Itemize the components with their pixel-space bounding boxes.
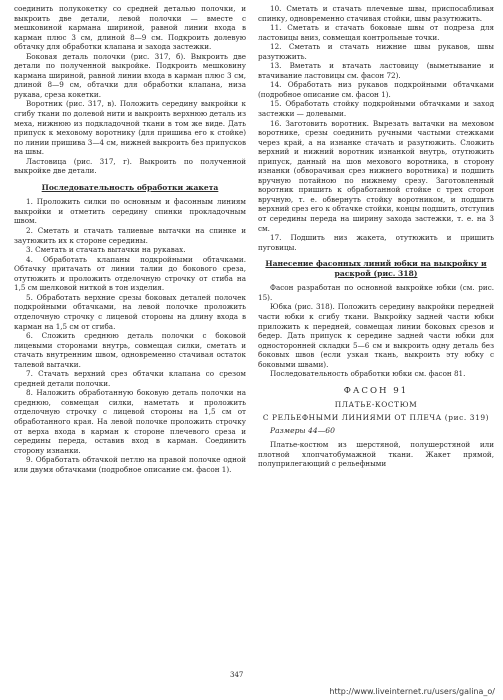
step-item: 10. Сметать и стачать плечевые швы, приспосабливая спинку, одновременно стачивая стойки, швы разутюжить. — [258, 4, 494, 23]
step-item: 7. Стачать верхний срез обтачки клапана со срезом средней детали полочки. — [14, 369, 246, 388]
step-item: 14. Обработать низ рукавов подкройными обтачками (подробное описание см. фасон 1). — [258, 80, 494, 99]
watermark-url: http://www.liveinternet.ru/users/galina_o/ — [329, 687, 495, 696]
paragraph: Юбка (рис. 318). Положить середину выкройки передней части юбки к сгибу ткани. Выкройку задней части юбки приложить к передней, совмещая линии боковых срезов и бедер. Дать припуск к середине задней части юбки для односторонней складки 5—6 см и выкроить одну деталь без боковых швов (если узкая ткань, выкроить эту юбку с боковыми швами). — [258, 302, 494, 369]
step-item: 15. Обработать стойку подкройными обтачками и заход застежки — долевыми. — [258, 99, 494, 119]
step-item: 17. Подшить низ жакета, отутюжить и пришить пуговицы. — [258, 233, 494, 252]
paragraph: Ластовица (рис. 317, г). Выкроить по полученной выкройке две детали. — [14, 156, 246, 176]
step-item: 9. Обработать обтачкой петлю на правой полочке одной или двумя обтачками (подробное описание см. фасон 1). — [14, 455, 246, 474]
step-item: 1. Проложить силки по основным и фасонным линиям выкройки и отметить середину спинки прокладочным швом. — [14, 197, 246, 226]
paragraph: Последовательность обработки юбки см. фасон 81. — [270, 369, 466, 379]
paragraph: Боковая деталь полочки (рис. 317, б). Выкроить две детали по полученной выкройке. Подкроить мешковину кармана шириной, равной линии входа в карман плюс 3 см, длиной 8—9 см, обтачки для обработки клапана, низа рукава, среза кокетки. — [14, 51, 246, 99]
step-item: 6. Сложить среднюю деталь полочки с боковой лицевыми сторонами внутрь, совмещая силки, сметать и стачать внутренним швом, одновременно стачивая остаток талевой вытачки. — [14, 331, 246, 369]
section-heading: Нанесение фасонных линий юбки на выкройку и раскрой (рис. 318) — [265, 259, 487, 278]
sizes-line: Размеры 44—60 — [270, 426, 335, 436]
step-item: 12. Сметать и стачать нижние швы рукавов, швы разутюжить. — [258, 42, 494, 61]
step-item: 2. Сметать и стачать талиевые вытачки на спинке и заутюжить их к стороне середины. — [14, 226, 246, 245]
dress-subtitle: С РЕЛЬЕФНЫМИ ЛИНИЯМИ ОТ ПЛЕЧА (рис. 319) — [262, 412, 490, 422]
paragraph: Платье-костюм из шерстяной, полушерстяной или плотной хлопчатобумажной ткани. Жакет прямой, полуприлегающий с рельефными — [258, 439, 494, 469]
step-item: 16. Заготовить воротник. Вырезать вытачки на меховом воротнике, срезы соединить ручными частыми стежками через край, а на изнанке стачать и разутюжить. Сложить верхний и нижний воротник изнанкой внутрь, отутюжить припуск, данный на шов мехового воротника, в сторону изнанки (обворачивая срез нижнего воротника) и подшить вручную потайною по нижнему срезу. Заготовленный воротник пришить к обработанной стойке с трех сторон вручную, т. е. обвернуть стойку воротником, и подшить верхний срез его к обтачке стойки, концы подшить, отступив от середины переда на ширину захода застежки, т. е. на 3 см. — [258, 118, 494, 233]
step-item: 4. Обработать клапаны подкройными обтачками. Обтачку притачать от линии талии до бокового среза, отутюжить и проложить отделочную строчку от стиба на 1,5 см шелковой ниткой в тон изделия. — [14, 254, 246, 293]
paragraph: соединить полукокетку со средней деталью полочки, и выкроить две детали, левой полочки — вместе с мешковиной кармана шириной, равной линии входа в карман плюс 3 см, длиной 8—9 см. Подкроить долевую обтачку для обработки клапана и захода застежки. — [14, 4, 246, 52]
section-heading: Последовательность обработки жакета — [41, 182, 219, 192]
step-item: 8. Наложить обработанную боковую деталь полочки на среднюю, совмещая силки, наметать и проложить отделочную строчку с лицевой стороны на 1,5 см от обработанного края. На левой полочке проложить строчку от верха входа в карман к стороне плечевого среза и середины переда, оставив вход в карман. Соединить сторону изнанки. — [14, 388, 246, 455]
step-item: 5. Обработать верхние срезы боковых деталей полочек подкройными обтачками, на левой полочке проложить отделочную строчку с лицевой стороны на длину входа в карман на 1,5 см от сгиба. — [14, 292, 246, 331]
page-number: 347 — [230, 671, 244, 679]
paragraph: Фасон разработан по основной выкройке юбки (см. рис. 15). — [258, 283, 494, 302]
right-column — [258, 4, 494, 469]
step-item: 3. Сметать и стачать вытачки на рукавах. — [26, 245, 186, 255]
step-item: 13. Вметать и втачать ластовицу (выметывание и втачивание ластовицы см. фасон 72). — [258, 61, 494, 80]
dress-title: ПЛАТЬЕ-КОСТЮМ — [334, 400, 418, 410]
left-column — [14, 4, 246, 474]
step-item: 11. Сметать и стачать боковые швы от подреза для ластовицы вниз, совмещая контрольные точки. — [258, 23, 494, 42]
paragraph: Воротник (рис. 317, в). Положить середину выкройки к сгибу ткани по долевой нити и выкроить верхнюю деталь из меха, нижнюю из подкладочной ткани в том же виде. Дать припуск к меховому воротнику (для пришива его к стойке) по линии пришива 3—4 см, нижней выкроить без припусков на швы. — [14, 99, 246, 157]
fason-heading: ФАСОН 91 — [343, 385, 409, 396]
